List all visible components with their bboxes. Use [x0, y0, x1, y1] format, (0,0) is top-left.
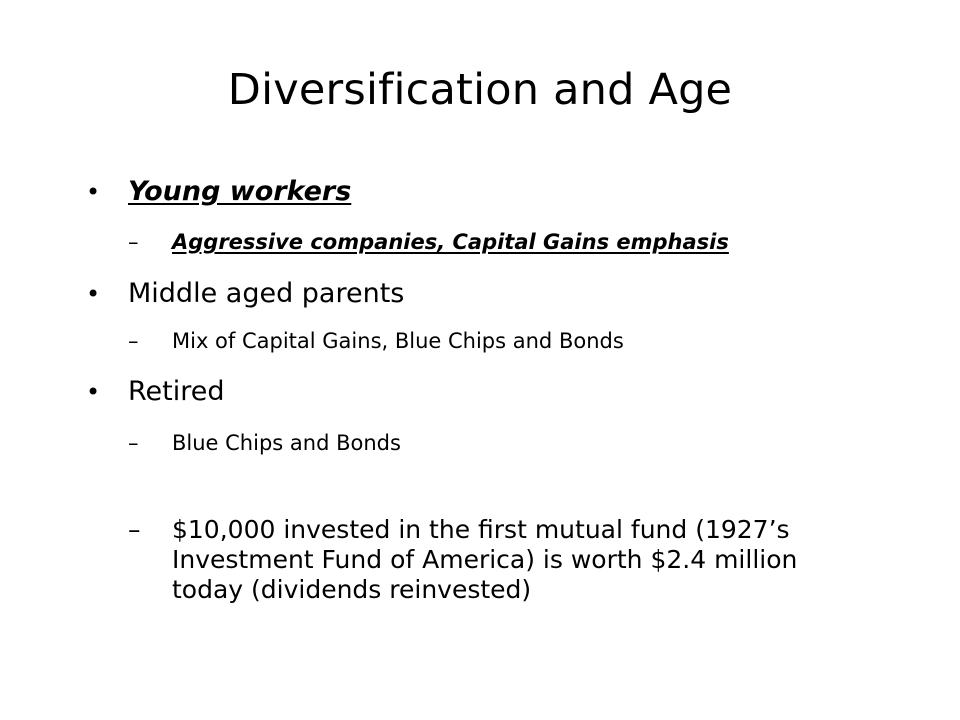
bullet-marker: •	[86, 280, 101, 308]
sub-bullet-text: Blue Chips and Bonds	[172, 431, 401, 455]
bullet-retired	[88, 373, 225, 411]
bullet-text: Retired	[128, 376, 225, 407]
dash-marker: –	[128, 431, 139, 455]
dash-marker: –	[128, 329, 139, 353]
bullet-marker: •	[86, 378, 101, 406]
dash-marker: –	[128, 230, 139, 254]
sub-bullet-aggressive-companies	[88, 227, 729, 257]
slide-title: Diversification and Age	[227, 65, 733, 115]
sub-bullet-text: Aggressive companies, Capital Gains emphasis	[172, 230, 729, 254]
sub-bullet-text: Mix of Capital Gains, Blue Chips and Bonds	[172, 329, 624, 353]
bullet-middle-aged-parents	[88, 275, 404, 313]
sub-bullet-mutual-fund-fact	[88, 515, 872, 605]
bullet-young-workers	[88, 173, 351, 211]
sub-bullet-blue-chips	[88, 428, 401, 458]
bullet-marker: •	[86, 178, 101, 206]
sub-bullet-mix	[88, 326, 624, 356]
sub-bullet-text: $10,000 invested in the first mutual fund (1927’s Investment Fund of America) is worth $2.4 million today (dividends reinvested)	[172, 515, 798, 604]
bullet-text: Middle aged parents	[128, 278, 405, 309]
bullet-text: Young workers	[128, 176, 352, 207]
dash-marker: –	[128, 515, 141, 544]
